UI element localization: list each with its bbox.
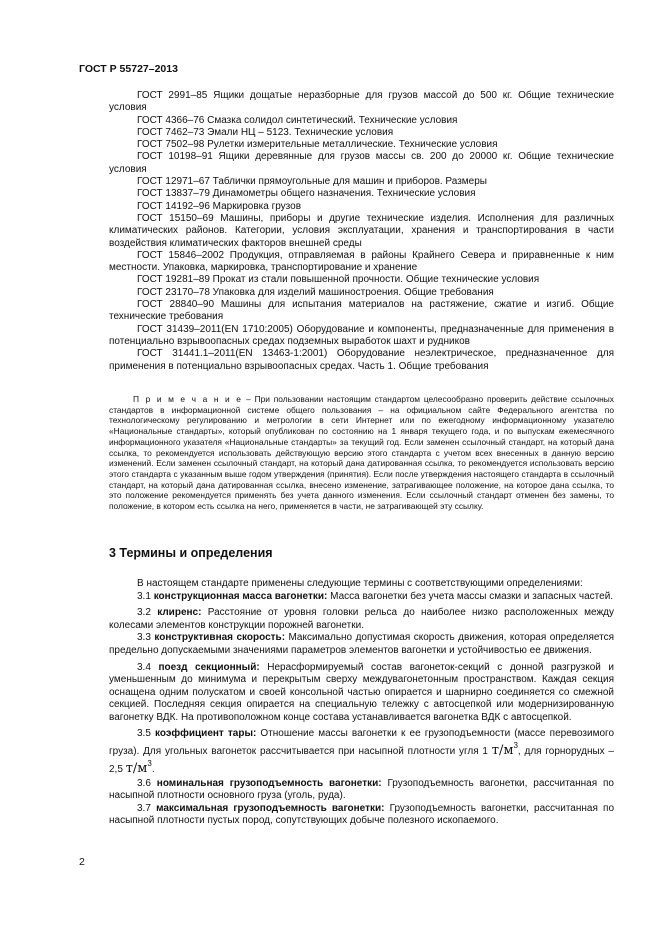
term-number: 3.4	[137, 661, 159, 673]
reference-item: ГОСТ 15846–2002 Продукция, отправляемая в районы Крайнего Севера и приравненные к ним местности. Упаковка, маркировка, транспортирование и хранение	[109, 249, 614, 274]
reference-item: ГОСТ 13837–79 Динамометры общего назначения. Технические условия	[137, 188, 476, 200]
term-number: 3.6	[137, 777, 157, 789]
density-unit: т/м	[491, 742, 514, 758]
term-name: конструктивная скорость:	[154, 632, 286, 644]
reference-item: ГОСТ 7462–73 Эмали НЦ – 5123. Технические условия	[137, 126, 394, 138]
term-number: 3.7	[137, 802, 157, 814]
note-block	[109, 394, 614, 512]
unit-exponent: 3	[513, 740, 518, 750]
term-number: 3.3	[137, 632, 155, 644]
term-definition-end: .	[151, 763, 155, 775]
definition-item	[109, 662, 614, 725]
definitions-body	[109, 578, 614, 828]
section-heading: 3 Термины и определения	[109, 546, 273, 560]
document-header: ГОСТ Р 55727–2013	[79, 63, 178, 75]
reference-item: ГОСТ 2991–85 Ящики дощатые неразборные для грузов массой до 500 кг. Общие технические условия	[109, 90, 614, 114]
reference-item: ГОСТ 4366–76 Смазка солидол синтетический. Технические условия	[137, 114, 458, 126]
reference-item: ГОСТ 23170–78 Упаковка для изделий машиностроения. Общие требования	[137, 286, 494, 298]
term-definition-cont: , для горнорудных – 2,5	[109, 745, 614, 775]
reference-item: ГОСТ 12971–67 Таблички прямоугольные для машин и приборов. Размеры	[137, 176, 487, 188]
reference-item: ГОСТ 28840–90 Машины для испытания материалов на растяжение, сжатие и изгиб. Общие технические требования	[109, 299, 614, 323]
reference-item: ГОСТ 14192–96 Маркировка грузов	[137, 200, 302, 212]
term-number: 3.5	[137, 727, 155, 739]
definition-item	[109, 725, 614, 778]
reference-item: ГОСТ 31439–2011(EN 1710:2005) Оборудование и компоненты, предназначенные для применения в потенциально взрывоопасных средах подземных выработок шахт и рудников	[109, 323, 614, 347]
term-definition: Нерасформируемый состав вагонеток-секций с донной разгрузкой и уменьшенным до минимума и перекрытым сверху междувагонетонным пространством. Каждая секция оснащена одним полускатом и своей консольной частью опирается и шарнирно соединяется со смежной секцией. Последняя секция опирается на специальную тележку с автосцепкой или модернизированную вагонетку ВДК. На противоположном конце состава устанавливается вагонетка ВДК с автосцепкой.	[109, 661, 615, 723]
term-definition: Грузоподъемность вагонетки, рассчитанная по насыпной плотности пустых пород, сопутствующих добыче полезного ископаемого.	[109, 802, 615, 827]
reference-item: ГОСТ 7502–98 Рулетки измерительные металлические. Технические условия	[137, 139, 498, 151]
term-definition: Грузоподъемность вагонетки, рассчитанная по насыпной плотности основного груза (уголь, руда).	[109, 777, 614, 802]
definition-item	[109, 632, 614, 657]
unit-exponent: 3	[147, 758, 152, 768]
term-number: 3.1	[137, 590, 154, 602]
reference-item: ГОСТ 10198–91 Ящики деревянные для грузов массы св. 200 до 20000 кг. Общие технические условия	[109, 151, 614, 175]
term-definition: Отношение массы вагонетки к ее грузоподъемности (массе перевозимого груза). Для угольных вагонеток рассчитывается при насыпной плотности угля 1	[109, 727, 615, 757]
term-name: поезд секционный:	[158, 661, 260, 673]
term-definition: Расстояние от уровня головки рельса до наиболее низко расположенных между колесами элементов конструкции порожней вагонетки.	[109, 607, 614, 631]
reference-item: ГОСТ 19281–89 Прокат из стали повышенной прочности. Общие технические условия	[137, 274, 540, 286]
page-number: 2	[79, 856, 85, 868]
term-name: коэффициент тары:	[155, 727, 257, 739]
term-number: 3.2	[137, 607, 158, 619]
normative-references-list	[109, 90, 614, 373]
term-definition: Максимально допустимая скорость движения, которая определяется предельно допускаемыми значениями параметров элементов вагонетки и устойчивостью ее движения.	[109, 632, 615, 656]
term-name: клиренс:	[157, 607, 202, 619]
density-unit: т/м	[125, 760, 148, 776]
reference-item: ГОСТ 31441.1–2011(EN 13463-1:2001) Оборудование неэлектрическое, предназначенное для применения в потенциально взрывоопасных средах. Часть 1. Общие требования	[109, 348, 614, 372]
definition-item	[109, 591, 614, 604]
note-label: П р и м е ч а н и е	[133, 394, 243, 404]
note-text: – При пользовании настоящим стандартом целесообразно проверить действие ссылочных стандартов в информационной системе общего пользования – на официальном сайте Федерального агентства по технологическому регулированию и метрологии в сети Интернет или по ежегодному информационному указателю «Национальные стандарты», который опубликован по состоянию на 1 января текущего года, и по выпускам ежемесячного информационного указателя «Национальные стандарты» за текущий год. Если заменен ссылочный стандарт, на который дана ссылка, то рекомендуется использовать действующую версию этого стандарта с учетом всех внесенных в данную версию изменений. Если заменен ссылочный стандарт, на который дана датированная ссылка, то рекомендуется использовать версию этого стандарта с указанным выше годом утверждения (принятия). Если после утверждения настоящего стандарта в ссылочный стандарт, на который дана датированная ссылка, внесено изменение, затрагивающее положение, на которое дана ссылка, то это положение рекомендуется применять без учета данного изменения. Если ссылочный стандарт отменен без замены, то положение, в котором есть ссылка на него, применяется в части, не затрагивающей эту ссылку.	[109, 394, 614, 512]
term-name: максимальная грузоподъемность вагонетки:	[156, 802, 385, 814]
reference-item: ГОСТ 15150–69 Машины, приборы и другие технические изделия. Исполнения для различных климатических районов. Категории, условия эксплуатации, хранения и транспортирования в части воздействия климатических факторов внешней среды	[109, 212, 614, 249]
term-name: номинальная грузоподъемность вагонетки:	[156, 777, 382, 789]
term-definition: Масса вагонетки без учета массы смазки и запасных частей.	[327, 590, 614, 602]
definition-item	[109, 778, 614, 803]
term-name: конструкционная масса вагонетки:	[153, 590, 328, 602]
definition-item	[109, 803, 614, 828]
definition-item	[109, 607, 614, 632]
definitions-intro: В настоящем стандарте применены следующие термины с соответствующими определениями:	[137, 578, 583, 589]
